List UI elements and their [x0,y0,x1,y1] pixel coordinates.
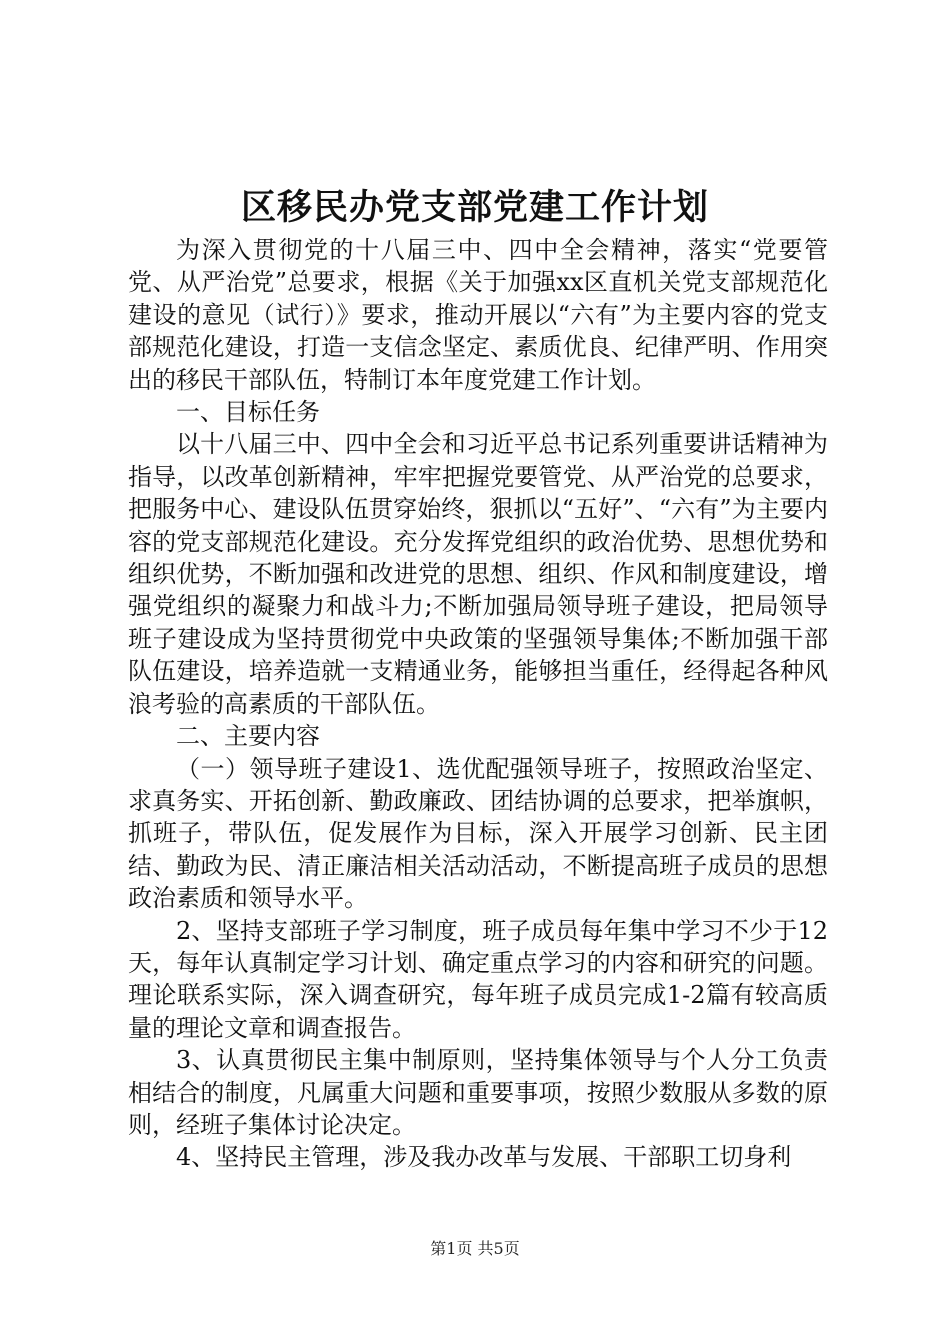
document-title: 区移民办党支部党建工作计划 [240,187,709,228]
content-paragraph-2: 2、坚持支部班子学习制度，班子成员每年集中学习不少于12天，每年认真制定学习计划、确定重点学习的内容和研究的问题。理论联系实际，深入调查研究，每年班子成员完成1-2篇有较高质量的理论文章和调查报告。 [128,916,828,1042]
document-body [128,234,828,1174]
section-heading-content: 二、主要内容 [176,722,320,751]
content-paragraph-3: 3、认真贯彻民主集中制原则，坚持集体领导与个人分工负责相结合的制度，凡属重大问题和重要事项，按照少数服从多数的原则，经班子集体讨论决定。 [128,1046,828,1139]
goals-paragraph: 以十八届三中、四中全会和习近平总书记系列重要讲话精神为指导，以改革创新精神，牢牢把握党要管党、从严治党的总要求，把服务中心、建设队伍贯穿始终，狠抓以“五好”、“六有”为主要内容的党支部规范化建设。充分发挥党组织的政治优势、思想优势和组织优势，不断加强和改进党的思想、组织、作风和制度建设，增强党组织的凝聚力和战斗力;不断加强局领导班子建设，把局领导班子建设成为坚持贯彻党中央政策的坚强领导集体;不断加强干部队伍建设，培养造就一支精通业务，能够担当重任，经得起各种风浪考验的高素质的干部队伍。 [128,430,828,718]
content-paragraph-4: 4、坚持民主管理，涉及我办改革与发展、干部职工切身利 [176,1143,792,1172]
section-heading-goals: 一、目标任务 [176,398,320,427]
intro-paragraph: 为深入贯彻党的十八届三中、四中全会精神，落实“党要管党、从严治党”总要求，根据《关于加强xx区直机关党支部规范化建设的意见（试行）》要求，推动开展以“六有”为主要内容的党支部规范化建设，打造一支信念坚定、素质优良、纪律严明、作用突出的移民干部队伍，特制订本年度党建工作计划。 [128,236,828,394]
page-number-footer: 第1页 共5页 [430,1239,520,1258]
content-paragraph-1: （一）领导班子建设1、选优配强领导班子，按照政治坚定、求真务实、开拓创新、勤政廉政、团结协调的总要求，把举旗帜，抓班子，带队伍，促发展作为目标，深入开展学习创新、民主团结、勤政为民、清正廉洁相关活动活动，不断提高班子成员的思想政治素质和领导水平。 [128,754,828,913]
